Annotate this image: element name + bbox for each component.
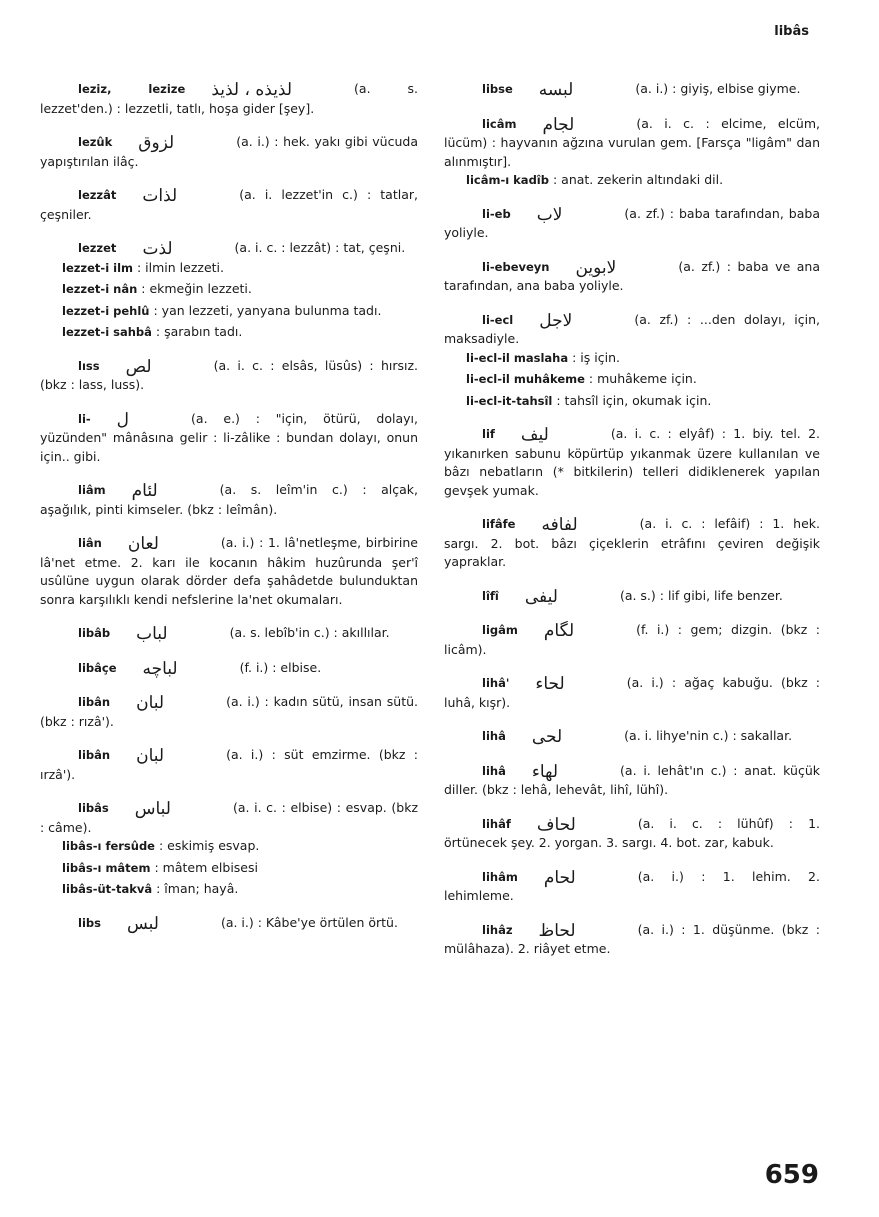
- entry-definition: (a. i. c. : elbise) : esvap. (bkz : câme).: [40, 800, 418, 835]
- entry-main: [40, 357, 418, 395]
- entry-main: [40, 659, 418, 679]
- entry-arabic-spelling: لجام: [542, 114, 575, 135]
- entry-definition: (a. e.) : "için, ötürü, dolayı, yüzünden" mânâsına gelir : li-zâlike : bundan dolayı, onun için.. gibi.: [40, 410, 418, 464]
- entry-arabic-spelling: لئام: [131, 481, 158, 501]
- entry-headword: li-: [78, 411, 91, 426]
- entry-main: [444, 621, 820, 659]
- left-column: [40, 80, 418, 948]
- dictionary-entry-lian: [40, 534, 418, 609]
- entry-main: [444, 115, 820, 172]
- dictionary-entry-liam: [40, 481, 418, 519]
- entry-main: [444, 727, 820, 747]
- sub-entry-lezzet-i-pehlu: [62, 302, 418, 321]
- entry-main: [444, 921, 820, 959]
- entry-main: [40, 481, 418, 519]
- entry-definition: (a. i.) : hek. yakı gibi vücuda yapıştırılan ilâç.: [40, 134, 418, 169]
- entry-headword: licâm: [482, 116, 517, 131]
- dictionary-entry-ligam: [444, 621, 820, 659]
- entry-arabic-spelling: لص: [125, 356, 152, 377]
- dictionary-entry-liham: [444, 868, 820, 906]
- entry-main: [444, 815, 820, 853]
- entry-arabic-spelling: لذيذه ، لذيذ: [211, 80, 293, 100]
- entry-arabic-spelling: لحى: [531, 727, 563, 747]
- sub-entry-headword: lezzet-i ilm: [62, 260, 134, 275]
- dictionary-entry-lezuk: [40, 133, 418, 171]
- sub-entry-definition: : muhâkeme için.: [588, 371, 697, 386]
- dictionary-entry-liban2: [40, 746, 418, 784]
- entry-headword: lîfî: [482, 588, 499, 603]
- entry-main: [40, 799, 418, 837]
- entry-headword: ligâm: [482, 623, 518, 637]
- sub-entry-definition: : ekmeğin lezzeti.: [141, 281, 252, 296]
- entry-arabic-spelling: لهاء: [531, 761, 559, 782]
- entry-arabic-spelling: لزوق: [138, 133, 175, 153]
- dictionary-entry-lifafe: [444, 515, 820, 572]
- entry-main: [40, 239, 418, 259]
- dictionary-entry-libse: [444, 80, 820, 100]
- entry-definition: (a. s.) : lif gibi, life benzer.: [619, 587, 783, 603]
- entry-headword: libâçe: [78, 660, 117, 675]
- entry-arabic-spelling: لبان: [136, 746, 165, 766]
- sub-entry-lezzet-i-sahba: [62, 323, 418, 342]
- entry-definition: (a. i. lezzet'in c.) : tatlar, çeşniler.: [40, 187, 418, 222]
- sub-entry-headword: libâs-ı mâtem: [62, 860, 151, 875]
- entry-headword: libâb: [78, 626, 111, 640]
- entry-definition: (a. zf.) : baba tarafından, baba yoliyle.: [444, 205, 820, 240]
- sub-entry-headword: lezzet-i nân: [62, 282, 138, 296]
- entry-arabic-spelling: لگام: [543, 621, 575, 641]
- dictionary-entry-lihaf: [444, 815, 820, 853]
- entry-main: [444, 674, 820, 712]
- entry-headword: lezzât: [78, 188, 117, 202]
- entry-arabic-spelling: ليفى: [524, 586, 558, 607]
- entry-headword: lihâf: [482, 816, 511, 831]
- entry-headword: liâm: [78, 483, 106, 497]
- sub-entry-definition: : anat. zekerin altındaki dil.: [552, 172, 724, 187]
- entry-main: [444, 425, 820, 500]
- dictionary-entry-libas: [40, 799, 418, 899]
- entry-definition: (a. i.) : 1. düşünme. (bkz : mülâhaza). 2. riâyet etme.: [444, 921, 820, 956]
- entry-definition: (a. i. c. : lezzât) : tat, çeşni.: [234, 240, 406, 255]
- entry-headword: lihâm: [482, 869, 518, 884]
- dictionary-entry-liha-bark: [444, 674, 820, 712]
- entry-definition: (a. i.) : 1. lâ'netleşme, birbirine lâ'net etme. 2. karı ile kocanın hâkim huzûrunda şer'î usûlüne uygun olarak dörder defa şahâdetde bulunduktan sonra karşılıklı kendi nefslerine la'net okumaları.: [40, 535, 418, 607]
- sub-entry-headword: li-ecl-il maslaha: [466, 350, 569, 365]
- sub-entry-headword: licâm-ı kadîb: [466, 173, 549, 187]
- entry-main: [444, 258, 820, 296]
- entry-headword: leziz, lezize: [78, 82, 186, 96]
- entry-headword: lezûk: [78, 135, 113, 149]
- dictionary-entry-lezzat: [40, 186, 418, 224]
- entry-definition: (a. s. lezzet'den.) : lezzetli, tatlı, hoşa gider [şey].: [40, 81, 418, 116]
- dictionary-entry-lif: [444, 425, 820, 500]
- dictionary-entry-leziz: [40, 80, 418, 118]
- entry-arabic-spelling: ليف: [520, 425, 549, 445]
- entry-arabic-spelling: لحام: [543, 867, 576, 888]
- dictionary-entry-libab: [40, 624, 418, 644]
- entry-definition: (a. i. c. : elcime, elcüm, lücüm) : hayvanın ağzına vurulan gem. [Farsça "ligâm" dan alınmıştır].: [444, 115, 820, 169]
- sub-entry-libas-ut-takva: [62, 880, 418, 899]
- sub-entry-definition: : mâtem elbisesi: [154, 859, 258, 875]
- dictionary-entry-li-ecl: [444, 311, 820, 411]
- sub-entry-li-ecl-it-tahsil: [466, 392, 820, 411]
- entry-headword: lihâz: [482, 922, 513, 937]
- sub-entry-headword: li-ecl-il muhâkeme: [466, 372, 585, 386]
- sub-entry-libas-i-fersude: [62, 837, 418, 856]
- entry-arabic-spelling: لفافه: [541, 515, 578, 535]
- entry-definition: (a. i. lehât'ın c.) : anat. küçük diller. (bkz : lehâ, lehevât, lihî, lühî).: [444, 762, 820, 797]
- entry-headword: li-ecl: [482, 312, 514, 327]
- entry-arabic-spelling: لحاظ: [538, 920, 576, 941]
- dictionary-entry-lihaz: [444, 921, 820, 959]
- entry-arabic-spelling: لبان: [136, 693, 165, 713]
- entry-arabic-spelling: لبسه: [538, 80, 574, 100]
- entry-main: [444, 205, 820, 243]
- entry-main: [444, 868, 820, 906]
- dictionary-entry-libace: [40, 659, 418, 679]
- sub-entry-definition: : iş için.: [572, 349, 620, 365]
- sub-entry-headword: libâs-üt-takvâ: [62, 882, 153, 896]
- entry-definition: (f. i.) : elbise.: [239, 659, 322, 675]
- entry-headword: libân: [78, 748, 111, 762]
- right-column: [444, 80, 820, 974]
- sub-entry-definition: : tahsîl için, okumak için.: [556, 392, 712, 408]
- dictionary-entry-liha-beards: [444, 727, 820, 747]
- entry-definition: (a. s. leîm'in c.) : alçak, aşağılık, pinti kimseler. (bkz : leîmân).: [40, 482, 418, 517]
- entry-headword: li-ebeveyn: [482, 259, 550, 274]
- entry-headword: lihâ: [482, 729, 506, 743]
- running-header: libâs: [774, 24, 809, 39]
- entry-main: [40, 914, 418, 934]
- entry-arabic-spelling: لباس: [134, 799, 171, 819]
- entry-main: [40, 133, 418, 171]
- entry-definition: (a. i. c. : elsâs, lüsûs) : hırsız. (bkz : lass, luss).: [40, 357, 418, 392]
- entry-headword: libs: [78, 915, 101, 930]
- sub-entry-definition: : yan lezzeti, yanyana bulunma tadı.: [153, 302, 382, 318]
- entry-arabic-spelling: لاجل: [539, 310, 573, 331]
- entry-definition: (a. i.) : giyiş, elbise giyme.: [635, 81, 801, 96]
- entry-arabic-spelling: لابوين: [575, 257, 617, 278]
- dictionary-entry-li-ebeveyn: [444, 258, 820, 296]
- page-number: 659: [764, 1160, 819, 1190]
- entry-definition: (a. i. lihye'nin c.) : sakallar.: [624, 728, 793, 743]
- sub-entry-li-ecl-il-muhakeme: [466, 370, 820, 389]
- sub-entry-headword: libâs-ı fersûde: [62, 839, 155, 853]
- sub-entry-definition: : eskimiş esvap.: [158, 838, 260, 853]
- sub-entry-libas-i-matem: [62, 859, 418, 878]
- entry-headword: lifâfe: [482, 517, 516, 531]
- entry-definition: (a. i. c. : elyâf) : 1. biy. tel. 2. yıkanırken sabunu köpürtüp yıkanmak üzere kullanılan ve bâzı nebatların (* bitkilerin) telleri didiklenerek yapılan gevşek yumak.: [444, 426, 820, 498]
- entry-main: [444, 80, 820, 100]
- entry-main: [40, 534, 418, 609]
- entry-headword: liân: [78, 536, 102, 550]
- sub-entry-licam-i-kadib: [466, 171, 820, 190]
- entry-arabic-spelling: ل: [116, 409, 130, 430]
- entry-main: [40, 624, 418, 644]
- entry-main: [40, 693, 418, 731]
- entry-definition: (a. i.) : 1. lehim. 2. lehimleme.: [444, 868, 820, 903]
- entry-arabic-spelling: لبس: [126, 913, 159, 934]
- entry-headword: lihâ: [482, 763, 506, 778]
- dictionary-entry-lezzet: [40, 239, 418, 342]
- entry-main: [40, 186, 418, 224]
- entry-definition: (f. i.) : gem; dizgin. (bkz : licâm).: [444, 622, 820, 657]
- sub-entry-definition: : îman; hayâ.: [156, 881, 239, 896]
- dictionary-entry-liban1: [40, 693, 418, 731]
- sub-entry-lezzet-i-nan: [62, 280, 418, 299]
- dictionary-entry-licam: [444, 115, 820, 190]
- entry-definition: (a. zf.) : ...den dolayı, için, maksadiyle.: [444, 311, 820, 346]
- entry-main: [40, 80, 418, 118]
- entry-headword: libân: [78, 695, 111, 709]
- dictionary-entry-liha-gums: [444, 762, 820, 800]
- entry-arabic-spelling: لذات: [142, 186, 178, 206]
- entry-arabic-spelling: لحاء: [535, 674, 565, 694]
- sub-entry-headword: lezzet-i sahbâ: [62, 325, 152, 339]
- entry-arabic-spelling: لاب: [536, 204, 563, 225]
- entry-main: [40, 746, 418, 784]
- entry-arabic-spelling: لباچه: [142, 658, 178, 679]
- entry-main: [444, 515, 820, 572]
- dictionary-entry-li-eb: [444, 205, 820, 243]
- sub-entry-definition: : şarabın tadı.: [155, 324, 243, 339]
- sub-entry-headword: li-ecl-it-tahsîl: [466, 393, 553, 408]
- entry-definition: (a. i.) : ağaç kabuğu. (bkz : luhâ, kışr).: [444, 675, 820, 710]
- entry-definition: (a. i. c. : lefâif) : 1. hek. sargı. 2. bot. bâzı çiçeklerin etrâfını çeviren değişik yapraklar.: [444, 516, 820, 569]
- entry-headword: li-eb: [482, 206, 511, 221]
- entry-headword: lezzet: [78, 241, 117, 255]
- entry-main: [40, 410, 418, 467]
- entry-arabic-spelling: لباب: [136, 624, 168, 644]
- entry-headword: lif: [482, 427, 495, 441]
- entry-definition: (a. s. lebîb'in c.) : akıllılar.: [229, 625, 390, 640]
- entry-definition: (a. i. c. : lühûf) : 1. örtünecek şey. 2. yorgan. 3. sargı. 4. bot. zar, kabuk.: [444, 815, 820, 850]
- entry-definition: (a. i.) : Kâbe'ye örtülen örtü.: [220, 914, 398, 930]
- entry-arabic-spelling: لذت: [142, 239, 173, 259]
- sub-entry-lezzet-i-ilm: [62, 259, 418, 278]
- entry-main: [444, 762, 820, 800]
- entry-headword: libse: [482, 82, 513, 96]
- entry-definition: (a. i.) : süt emzirme. (bkz : ırzâ').: [40, 747, 418, 782]
- entry-main: [444, 587, 820, 607]
- entry-definition: (a. zf.) : baba ve ana tarafından, ana baba yoliyle.: [444, 258, 820, 293]
- entry-arabic-spelling: لعان: [127, 534, 159, 554]
- entry-arabic-spelling: لحاف: [536, 814, 576, 835]
- entry-main: [444, 311, 820, 349]
- entry-headword: libâs: [78, 801, 109, 815]
- dictionary-entry-libs: [40, 914, 418, 934]
- entry-headword: lihâ': [482, 676, 510, 690]
- dictionary-entry-liss: [40, 357, 418, 395]
- sub-entry-definition: : ilmin lezzeti.: [137, 259, 224, 275]
- entry-headword: lıss: [78, 358, 100, 373]
- sub-entry-li-ecl-il-maslaha: [466, 349, 820, 368]
- sub-entry-headword: lezzet-i pehlû: [62, 303, 150, 318]
- dictionary-entry-lifi: [444, 587, 820, 607]
- entry-definition: (a. i.) : kadın sütü, insan sütü. (bkz : rızâ').: [40, 694, 418, 729]
- dictionary-entry-li: [40, 410, 418, 467]
